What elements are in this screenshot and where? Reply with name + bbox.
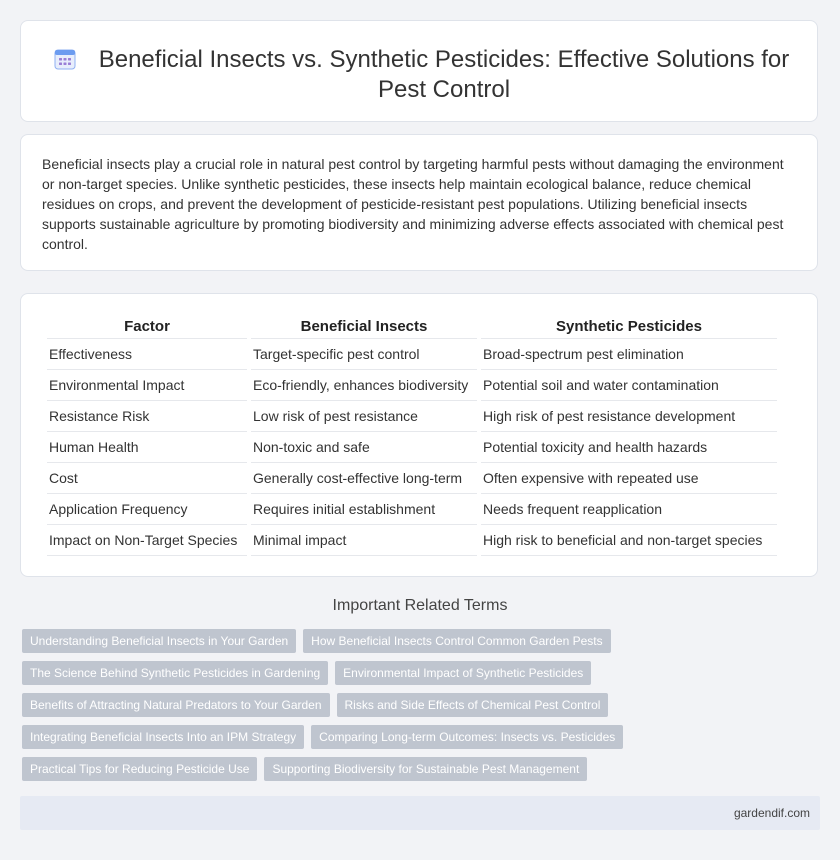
table-cell: Eco-friendly, enhances biodiversity (251, 370, 477, 401)
tag-row (22, 629, 642, 653)
tag-row (22, 757, 642, 781)
table-row (47, 525, 777, 556)
related-term-link[interactable]: Supporting Biodiversity for Sustainable Pest Management (264, 757, 587, 781)
table-cell: Low risk of pest resistance (251, 401, 477, 432)
table-cell: Non-toxic and safe (251, 432, 477, 463)
related-term-link[interactable]: Practical Tips for Reducing Pesticide Use (22, 757, 257, 781)
table-cell: Generally cost-effective long-term (251, 463, 477, 494)
related-term-link[interactable]: Understanding Beneficial Insects in Your Garden (22, 629, 296, 653)
table-row (47, 494, 777, 525)
related-terms-heading: Important Related Terms (332, 597, 508, 614)
table-cell: Potential soil and water contamination (481, 370, 777, 401)
table-cell: Human Health (47, 432, 247, 463)
page-title: Beneficial Insects vs. Synthetic Pesticides: Effective Solutions for Pest Control (98, 46, 790, 103)
table-cell: Minimal impact (251, 525, 477, 556)
comparison-card (20, 293, 818, 577)
site-name[interactable]: gardendif.com (733, 806, 810, 820)
tag-row (22, 661, 642, 685)
tag-row (22, 693, 642, 717)
related-term-link[interactable]: Risks and Side Effects of Chemical Pest Control (337, 693, 609, 717)
related-term-link[interactable]: Environmental Impact of Synthetic Pesticides (335, 661, 591, 685)
column-header-synthetic-pesticides: Synthetic Pesticides (481, 316, 777, 339)
table-cell: Resistance Risk (47, 401, 247, 432)
comparison-table (43, 316, 781, 556)
table-cell: Environmental Impact (47, 370, 247, 401)
table-cell: Target-specific pest control (251, 339, 477, 370)
intro-card (20, 134, 818, 271)
title-card (20, 20, 818, 122)
table-cell: High risk to beneficial and non-target species (481, 525, 777, 556)
table-row (47, 432, 777, 463)
related-term-link[interactable]: Integrating Beneficial Insects Into an IPM Strategy (22, 725, 304, 749)
intro-paragraph: Beneficial insects play a crucial role in natural pest control by targeting harmful pests without damaging the environment or non-target species. Unlike synthetic pesticides, these insects help maintain ecological balance, reduce chemical residues on crops, and prevent the development of pesticide-resistant pest populations. Utilizing beneficial insects supports sustainable agriculture by promoting biodiversity and minimizing adverse effects associated with chemical pest control. (42, 156, 784, 252)
table-cell: Broad-spectrum pest elimination (481, 339, 777, 370)
table-row (47, 339, 777, 370)
table-cell: Application Frequency (47, 494, 247, 525)
related-term-link[interactable]: The Science Behind Synthetic Pesticides in Gardening (22, 661, 328, 685)
tag-row (22, 725, 642, 749)
table-cell: Requires initial establishment (251, 494, 477, 525)
table-cell: Needs frequent reapplication (481, 494, 777, 525)
table-cell: Cost (47, 463, 247, 494)
footer (20, 796, 820, 830)
related-term-link[interactable]: Comparing Long-term Outcomes: Insects vs. Pesticides (311, 725, 623, 749)
related-terms-list (22, 629, 642, 789)
related-term-link[interactable]: Benefits of Attracting Natural Predators to Your Garden (22, 693, 330, 717)
table-cell: Potential toxicity and health hazards (481, 432, 777, 463)
column-header-factor: Factor (47, 316, 247, 339)
table-row (47, 370, 777, 401)
table-row (47, 463, 777, 494)
table-cell: Impact on Non-Target Species (47, 525, 247, 556)
table-cell: Often expensive with repeated use (481, 463, 777, 494)
column-header-beneficial-insects: Beneficial Insects (251, 316, 477, 339)
table-cell: Effectiveness (47, 339, 247, 370)
table-cell: High risk of pest resistance development (481, 401, 777, 432)
related-term-link[interactable]: How Beneficial Insects Control Common Garden Pests (303, 629, 610, 653)
table-row (47, 401, 777, 432)
table-header-row (47, 316, 777, 339)
